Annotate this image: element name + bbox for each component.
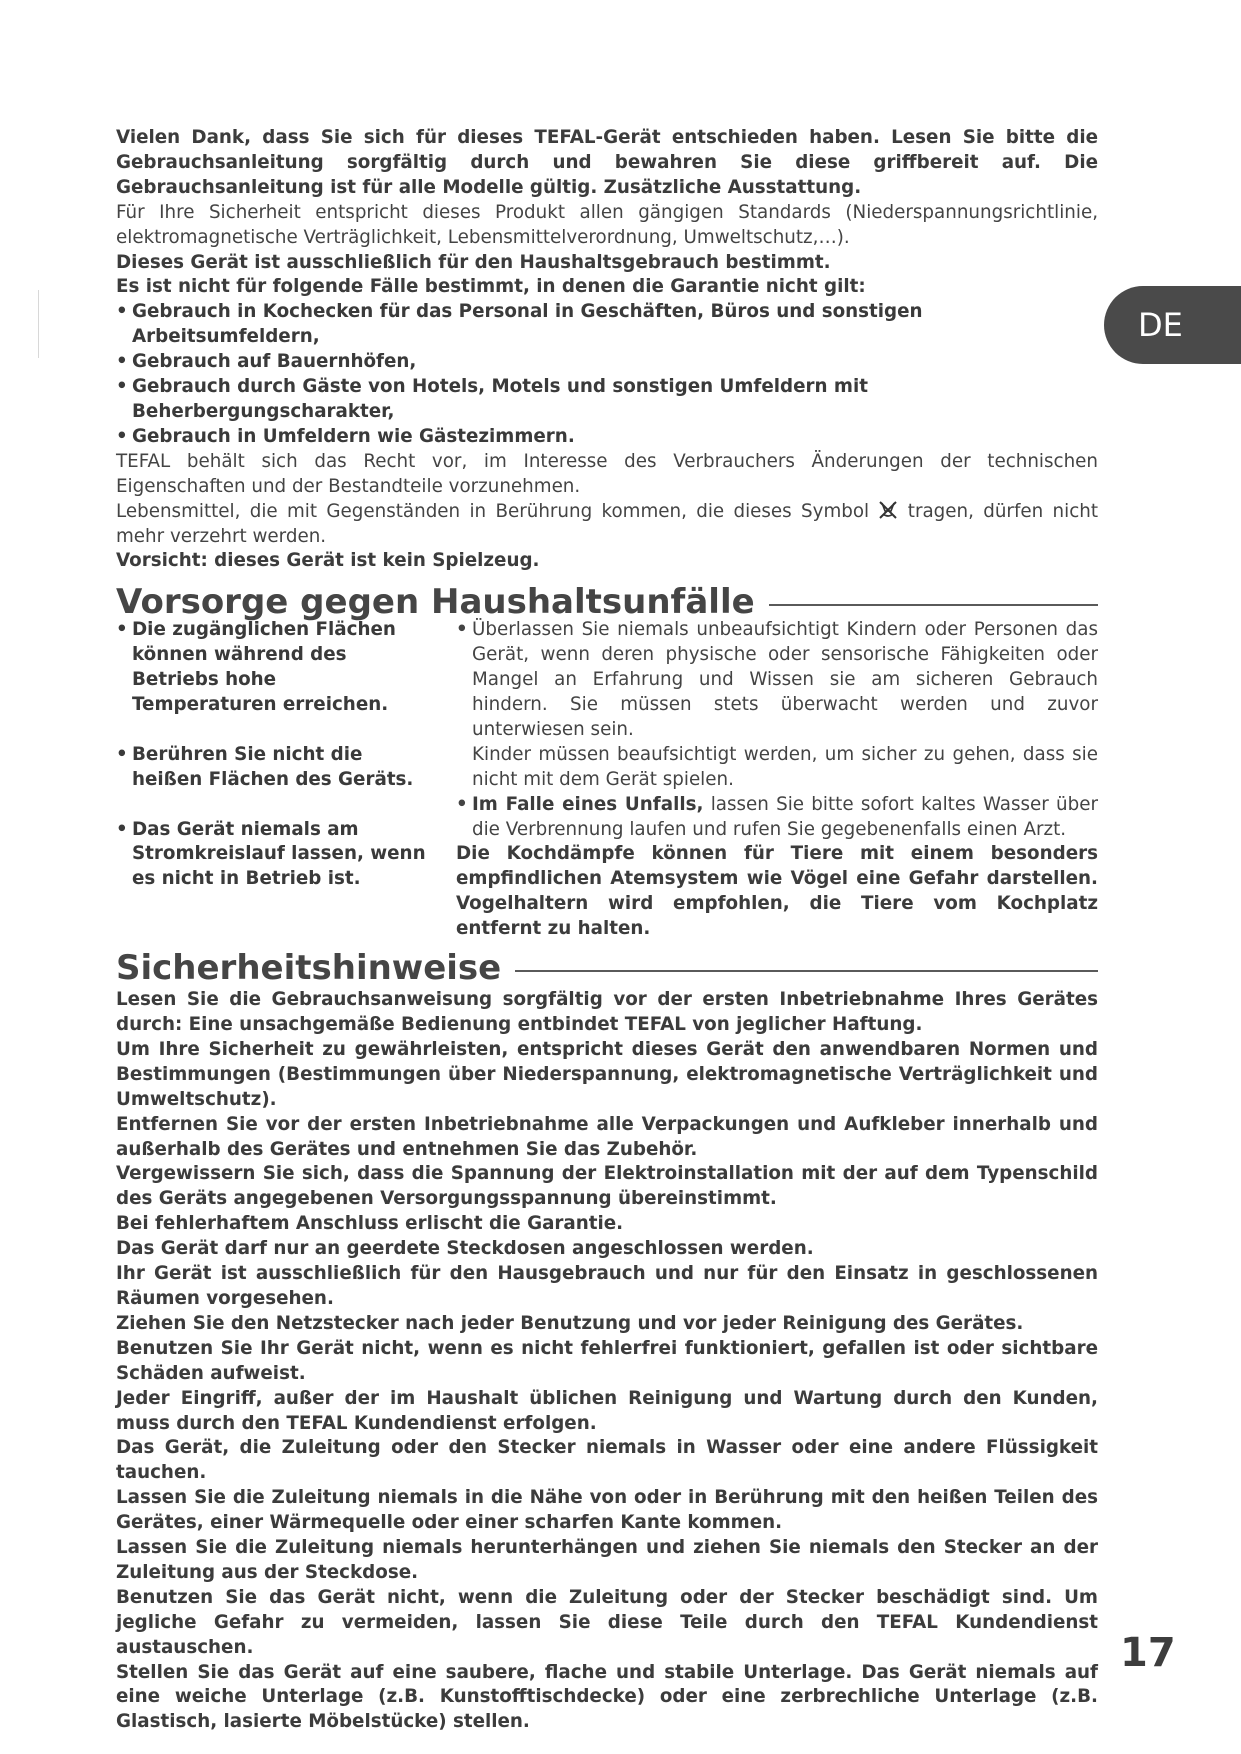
accident-left-column: [116, 618, 426, 942]
intro-not-a-toy: Vorsicht: dieses Gerät ist kein Spielzeug.: [116, 550, 540, 572]
list-item: • Berühren Sie nicht die heißen Flächen des Geräts.: [116, 743, 426, 793]
list-item: • Gebrauch auf Bauernhöfen,: [116, 350, 1098, 375]
safety-paragraph: Vergewissern Sie sich, dass die Spannung der Elektroinstallation mit der auf dem Typenschild des Geräts angegebenen Versorgungsspannung übereinstimmt.: [116, 1163, 1098, 1210]
intro-thanks: Vielen Dank, dass Sie sich für dieses TEFAL-Gerät entschieden haben. Lesen Sie bitte die Gebrauchsanleitung sorgfältig durch und bewahren Sie diese griffbereit auf. Die Gebrauchsanleitung ist für alle Modelle gültig. Zusätzliche Ausstattung.: [116, 127, 1098, 198]
list-item: • Gebrauch in Umfeldern wie Gästezimmern.: [116, 425, 1098, 450]
intro-section: [116, 126, 1098, 574]
accident-prevention-columns: [116, 618, 1098, 942]
intro-household-only: Dieses Gerät ist ausschließlich für den Haushaltsgebrauch bestimmt.: [116, 251, 831, 273]
heading-rule: [769, 604, 1098, 606]
safety-paragraph: Benutzen Sie Ihr Gerät nicht, wenn es nicht fehlerfrei funktioniert, gefallen ist oder sichtbare Schäden aufweist.: [116, 1337, 1098, 1384]
accident-lead: Im Falle eines Unfalls,: [472, 793, 704, 815]
safety-paragraph: Entfernen Sie vor der ersten Inbetriebnahme alle Verpackungen und Aufkleber innerhalb und außerhalb des Gerätes und entnehmen Sie das Zubehör.: [116, 1113, 1098, 1160]
section-title-safety-notes: Sicherheitshinweise: [116, 948, 502, 989]
language-tab: [1104, 286, 1241, 364]
safety-paragraph: Um Ihre Sicherheit zu gewährleisten, entspricht dieses Gerät den anwendbaren Normen und Bestimmungen (Bestimmungen über Niederspannung, elektromagnetische Verträglichkeit und Umweltschutz).: [116, 1038, 1098, 1110]
page-content: [116, 126, 1098, 1735]
safety-paragraph: Lassen Sie die Zuleitung niemals herunterhängen und ziehen Sie niemals den Stecker an der Zuleitung aus der Steckdose.: [116, 1537, 1098, 1583]
safety-paragraph: Das Gerät, die Zuleitung oder den Stecker niemals in Wasser oder eine andere Flüssigkeit tauchen.: [116, 1437, 1098, 1484]
list-item: • Gebrauch in Kochecken für das Personal in Geschäften, Büros und sonstigen Arbeitsumfeldern,: [116, 300, 1098, 350]
accident-right-column: [456, 618, 1098, 942]
bird-warning: Die Kochdämpfe können für Tiere mit einem besonders empfindlichen Atemsystem wie Vögel eine Gefahr darstellen. Vogelhaltern wird empfohlen, die Tiere vom Kochplatz entfernt zu halten.: [456, 843, 1098, 940]
symbol-note-after: tragen, dürfen nicht mehr verzehrt werden.: [116, 500, 1098, 547]
safety-paragraph: Ziehen Sie den Netzstecker nach jeder Benutzung und vor jeder Reinigung des Gerätes.: [116, 1312, 1024, 1334]
intro-symbol-note: [116, 500, 1098, 550]
safety-paragraph: Lassen Sie die Zuleitung niemals in die Nähe von oder in Berührung mit den heißen Teilen des Gerätes, einer Wärmequelle oder einer scharfen Kante kommen.: [116, 1487, 1098, 1534]
heading-rule: [515, 970, 1098, 972]
accident-instructions: [456, 793, 1098, 843]
list-item: • Die zugänglichen Flächen können während des Betriebs hohe Temperaturen erreichen.: [116, 618, 426, 718]
list-item: • Das Gerät niemals am Stromkreislauf lassen, wenn es nicht in Betrieb ist.: [116, 818, 426, 893]
children-warning: • Überlassen Sie niemals unbeaufsichtigt Kindern oder Personen das Gerät, wenn deren physische oder sensorische Fähigkeiten oder Mangel an Erfahrung und Wissen sie am sicheren Gebrauch hindern. Sie müssen stets überwacht werden und zuvor unterwiesen sein.: [456, 618, 1098, 743]
section-heading-row: [116, 948, 1098, 988]
safety-section: [116, 988, 1098, 1735]
safety-paragraph: Das Gerät darf nur an geerdete Steckdosen angeschlossen werden.: [116, 1238, 814, 1260]
safety-paragraph: Jeder Eingriff, außer der im Haushalt üblichen Reinigung und Wartung durch den Kunden, muss durch den TEFAL Kundendienst erfolgen.: [116, 1387, 1098, 1434]
list-item: • Gebrauch durch Gäste von Hotels, Motels und sonstigen Umfeldern mit Beherbergungscharakter,: [116, 375, 1098, 425]
exclusions-list: [116, 300, 1098, 449]
intro-exclusions-lead: Es ist nicht für folgende Fälle bestimmt, in denen die Garantie nicht gilt:: [116, 276, 866, 298]
intro-rights: TEFAL behält sich das Recht vor, im Interesse des Verbrauchers Änderungen der technischen Eigenschaften und der Bestandteile vorzunehmen.: [116, 450, 1098, 497]
children-supervision: Kinder müssen beaufsichtigt werden, um sicher zu gehen, dass sie nicht mit dem Gerät spielen.: [472, 743, 1098, 790]
safety-paragraph: Lesen Sie die Gebrauchsanweisung sorgfältig vor der ersten Inbetriebnahme Ihres Gerätes durch: Eine unsachgemäße Bedienung entbindet TEFAL von jeglicher Haftung.: [116, 989, 1098, 1035]
accident-rest: lassen Sie bitte sofort kaltes Wasser über die Verbrennung laufen und rufen Sie gegebenenfalls einen Arzt.: [472, 793, 1098, 840]
language-tab-label: DE: [1138, 306, 1183, 344]
section-title-accident-prevention: Vorsorge gegen Haushaltsunfälle: [116, 582, 755, 623]
safety-paragraph: Bei fehlerhaftem Anschluss erlischt die Garantie.: [116, 1213, 624, 1235]
symbol-note-before: Lebensmittel, die mit Gegenständen in Berührung kommen, die dieses Symbol: [116, 500, 870, 522]
page-number: 17: [1120, 1630, 1176, 1676]
safety-paragraph: Stellen Sie das Gerät auf eine saubere, flache und stabile Unterlage. Das Gerät niemals auf eine weiche Unterlage (z.B. Kunstofftischdecke) oder eine zerbrechliche Unterlage (z.B. Glastisch, lasierte Möbelstücke) stellen.: [116, 1661, 1098, 1733]
section-heading-row: [116, 582, 1098, 622]
safety-paragraph: Benutzen Sie das Gerät nicht, wenn die Zuleitung oder der Stecker beschädigt sind. Um jegliche Gefahr zu vermeiden, lassen Sie diese Teile durch den TEFAL Kundendienst austauschen.: [116, 1586, 1098, 1658]
safety-paragraph: Ihr Gerät ist ausschließlich für den Hausgebrauch und nur für den Einsatz in geschlossenen Räumen vorgesehen.: [116, 1263, 1098, 1309]
intro-standards: Für Ihre Sicherheit entspricht dieses Produkt allen gängigen Standards (Niederspannungsrichtlinie, elektromagnetische Verträglichkeit, Lebensmittelverordnung, Umweltschutz,…).: [116, 201, 1098, 248]
not-food-safe-icon: [878, 500, 898, 520]
margin-mark: [38, 290, 39, 358]
